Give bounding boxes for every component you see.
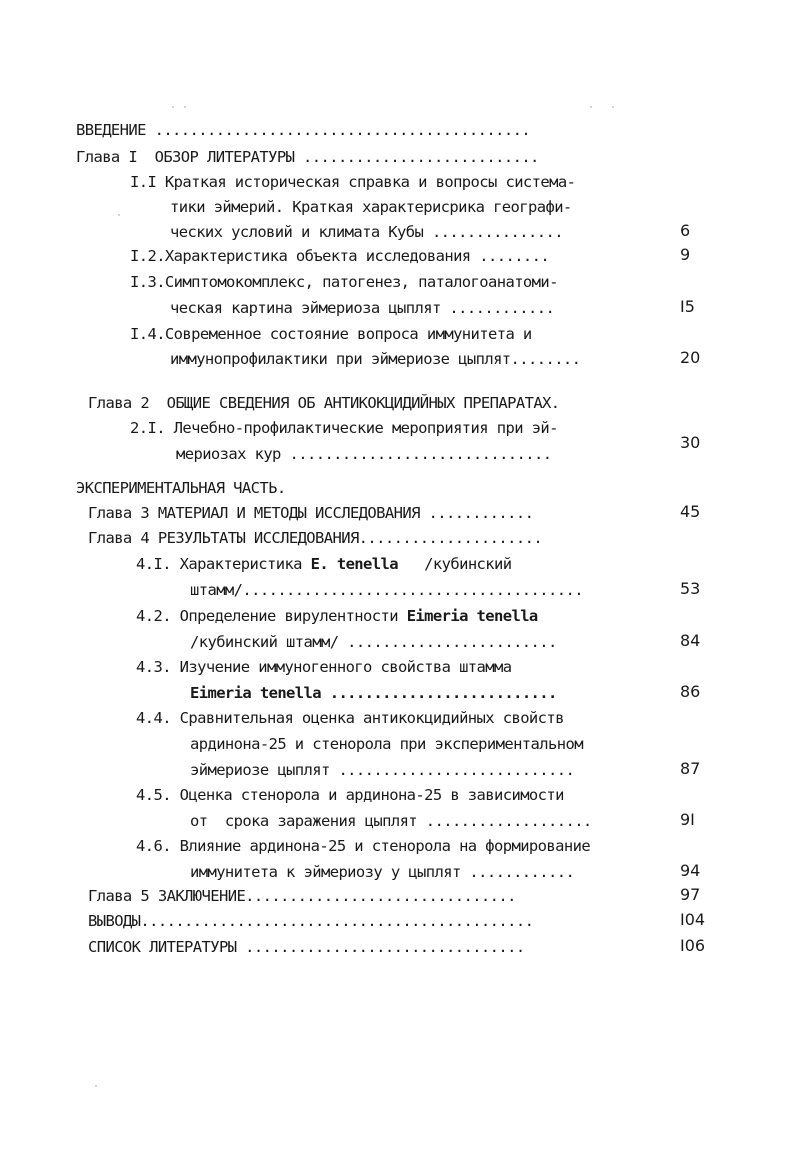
toc-entry-4-4-line-2: ардинона-25 и стенорола при экспериментальном: [190, 735, 583, 753]
toc-page-number: 9: [680, 245, 691, 264]
toc-chapter-4: Глава 4 РЕЗУЛЬТАТЫ ИССЛЕДОВАНИЯ.....................: [88, 529, 543, 547]
species-name: E. tenella: [310, 555, 398, 573]
toc-page-number: 30: [680, 433, 701, 452]
toc-entry-4-4-line-1: 4.4. Сравнительная оценка антикокцидийных свойств: [136, 709, 564, 727]
toc-entry-4-5-line-2: от срока заражения цыплят ...................: [190, 812, 592, 830]
toc-page-number: 94: [680, 861, 701, 880]
toc-entry-2-1-line-2: мериозах кур ..............................: [176, 445, 552, 463]
toc-references: СПИСОК ЛИТЕРАТУРЫ ................................: [88, 938, 525, 956]
toc-page-number: 87: [680, 759, 701, 778]
scan-speck: [612, 106, 614, 108]
toc-entry-2-1-line-1: 2.I. Лечебно-профилактические мероприятия при эй-: [130, 419, 558, 437]
toc-page-number: 45: [680, 502, 701, 521]
toc-chapter-2-title: Глава 2 ОБЩИЕ СВЕДЕНИЯ ОБ АНТИКОКЦИДИЙНЫХ ПРЕПАРАТАХ.: [88, 394, 560, 412]
toc-page-number: I04: [680, 910, 706, 929]
toc-entry-4-2-line-2: /кубинский штамм/ ........................: [190, 633, 557, 651]
toc-chapter-5: Глава 5 ЗАКЛЮЧЕНИЕ...............................: [88, 887, 516, 905]
toc-page-number: 84: [680, 631, 701, 650]
scan-speck: [184, 106, 186, 108]
toc-entry-text: 4.I. Характеристика: [136, 555, 311, 573]
toc-page-number: 97: [680, 885, 701, 904]
toc-entry-4-2-line-1: [136, 606, 538, 626]
toc-experimental-part-title: ЭКСПЕРИМЕНТАЛЬНАЯ ЧАСТЬ.: [76, 479, 286, 497]
toc-chapter-1-title: Глава I ОБЗОР ЛИТЕРАТУРЫ ...........................: [76, 148, 539, 166]
toc-entry-1-1-line-3: ческих условий и климата Кубы ...............: [170, 223, 563, 241]
toc-page-number: I5: [680, 297, 695, 316]
species-name: Eimeria tenella: [406, 607, 538, 625]
toc-entry-4-4-line-3: эймериозе цыплят ...........................: [190, 761, 575, 779]
toc-page-number: 53: [680, 579, 701, 598]
toc-entry-4-1-line-2: штамм/.......................................: [190, 581, 583, 599]
toc-entry-text: 4.2. Определение вирулентности: [136, 607, 407, 625]
scan-speck: [172, 106, 174, 108]
toc-entry-1-4-line-2: иммунопрофилактики при эймериозе цыплят........: [170, 350, 581, 368]
toc-leader-dots: ..........................: [320, 684, 557, 702]
toc-page-number: 6: [680, 221, 691, 240]
toc-entry-1-3-line-1: I.3.Симптомокомплекс, патогенез, паталогоанатоми-: [130, 273, 558, 291]
toc-entry-text: /кубинский: [397, 555, 512, 573]
toc-page-number: 9I: [680, 810, 695, 829]
toc-entry-1-2: I.2.Характеристика объекта исследования ........: [130, 247, 550, 265]
toc-conclusions: ВЫВОДЫ.............................................: [88, 912, 534, 930]
toc-entry-4-6-line-2: иммунитета к эймериозу у цыплят ............: [190, 863, 575, 881]
toc-entry-1-1-line-2: тики эймерий. Краткая характерисрика географи-: [170, 198, 572, 216]
toc-entry-4-5-line-1: 4.5. Оценка стенорола и ардинона-25 в зависимости: [136, 786, 564, 804]
toc-page-number: 20: [680, 348, 701, 367]
toc-entry-4-3-line-2: [190, 683, 557, 703]
toc-entry-1-1-line-1: I.I Краткая историческая справка и вопросы система-: [130, 173, 576, 191]
toc-page-number: 86: [680, 682, 701, 701]
scan-speck: [590, 106, 592, 108]
species-name: Eimeria tenella: [190, 684, 321, 702]
scan-speck: [118, 214, 120, 216]
toc-chapter-3: Глава 3 МАТЕРИАЛ И МЕТОДЫ ИССЛЕДОВАНИЯ ............: [88, 504, 534, 522]
toc-entry-4-1-line-1: [136, 554, 511, 574]
scan-speck: [95, 1085, 97, 1087]
toc-entry-4-3-line-1: 4.3. Изучение иммуногенного свойства штамма: [136, 658, 512, 676]
toc-entry-1-4-line-1: I.4.Современное состояние вопроса иммунитета и: [130, 325, 532, 343]
toc-page-number: I06: [680, 936, 706, 955]
toc-entry-intro: ВВЕДЕНИЕ ...........................................: [76, 121, 531, 139]
toc-entry-1-3-line-2: ческая картина эймериоза цыплят ............: [170, 299, 555, 317]
toc-entry-4-6-line-1: 4.6. Влияние ардинона-25 и стенорола на формирование: [136, 837, 591, 855]
